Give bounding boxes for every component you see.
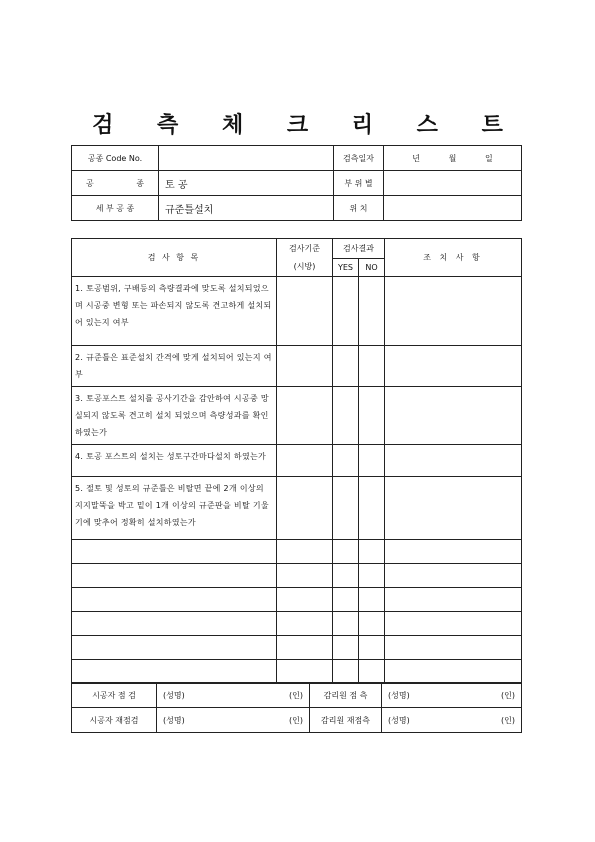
- page-title: 검 측 체 크 리 스 트: [92, 112, 521, 138]
- supervisor-check-label: 감리원 점 측: [310, 683, 382, 708]
- blank-row-3-standard[interactable]: [277, 588, 333, 612]
- inspection-table: [71, 238, 522, 684]
- item-5-text: 5. 절토 및 성토의 규준틀은 비탈면 끝에 2개 이상의 지지말뚝을 박고 밑이 1개 이상의 규준판을 비탈 기울기에 맞추어 정확히 설치하였는가: [72, 477, 277, 540]
- item-4-action[interactable]: [385, 445, 522, 477]
- item-4-standard[interactable]: [277, 445, 333, 477]
- work-type-field[interactable]: 토 공: [159, 171, 334, 196]
- blank-row-6-no[interactable]: [359, 660, 385, 684]
- supervisor-recheck-seal: (인): [501, 715, 515, 725]
- supervisor-recheck-signature[interactable]: [382, 708, 522, 733]
- item-5-no[interactable]: [359, 477, 385, 540]
- blank-row-1-item[interactable]: [72, 540, 277, 564]
- date-field[interactable]: [384, 146, 522, 171]
- blank-row-5-item[interactable]: [72, 636, 277, 660]
- col-header-no: NO: [359, 259, 385, 277]
- col-header-standard: [277, 239, 333, 277]
- date-month-label: 월: [448, 153, 457, 163]
- blank-row-3-yes[interactable]: [333, 588, 359, 612]
- blank-row-1-action[interactable]: [385, 540, 522, 564]
- item-3-standard[interactable]: [277, 387, 333, 445]
- item-2-text: 2. 규준틀은 표준설치 간격에 맞게 설치되어 있는지 여부: [72, 346, 277, 387]
- blank-row-6-action[interactable]: [385, 660, 522, 684]
- code-label: 공종 Code No.: [72, 146, 159, 171]
- contractor-recheck-name: (성명): [163, 715, 185, 725]
- item-3-text: 3. 토공포스트 설치를 공사기간을 감안하여 시공중 망실되지 않도록 견고히 설치 되었으며 측량성과를 확인하였는가: [72, 387, 277, 445]
- blank-row-3-action[interactable]: [385, 588, 522, 612]
- blank-row-5-action[interactable]: [385, 636, 522, 660]
- contractor-recheck-label: 시공자 재점검: [72, 708, 157, 733]
- item-4-yes[interactable]: [333, 445, 359, 477]
- blank-row-2-standard[interactable]: [277, 564, 333, 588]
- contractor-check-signature[interactable]: [157, 683, 310, 708]
- location-field[interactable]: [384, 196, 522, 221]
- item-3-no[interactable]: [359, 387, 385, 445]
- blank-row-4-action[interactable]: [385, 612, 522, 636]
- header-info-table: [71, 145, 522, 221]
- work-type-label-b: 종: [136, 178, 144, 188]
- detail-work-field[interactable]: 규준틀설치: [159, 196, 334, 221]
- contractor-check-name: (성명): [163, 690, 185, 700]
- col-header-item: 검 사 항 목: [72, 239, 277, 277]
- blank-row-3-item[interactable]: [72, 588, 277, 612]
- item-1-no[interactable]: [359, 277, 385, 346]
- col-header-standard-line2: (시방): [293, 261, 316, 271]
- work-type-label: [72, 171, 159, 196]
- item-5-standard[interactable]: [277, 477, 333, 540]
- part-field[interactable]: [384, 171, 522, 196]
- contractor-check-seal: (인): [289, 690, 303, 700]
- item-3-action[interactable]: [385, 387, 522, 445]
- item-1-yes[interactable]: [333, 277, 359, 346]
- item-3-yes[interactable]: [333, 387, 359, 445]
- blank-row-1-yes[interactable]: [333, 540, 359, 564]
- supervisor-recheck-label: 감리원 재점측: [310, 708, 382, 733]
- date-label: 검측일자: [334, 146, 384, 171]
- location-label: 위 치: [334, 196, 384, 221]
- part-label: 부 위 별: [334, 171, 384, 196]
- item-1-standard[interactable]: [277, 277, 333, 346]
- date-day-label: 일: [484, 153, 493, 163]
- blank-row-6-standard[interactable]: [277, 660, 333, 684]
- col-header-standard-line1: 검사기준: [289, 243, 320, 253]
- code-field[interactable]: [159, 146, 334, 171]
- signature-table: [71, 682, 522, 733]
- supervisor-check-seal: (인): [501, 690, 515, 700]
- col-header-yes: YES: [333, 259, 359, 277]
- blank-row-5-yes[interactable]: [333, 636, 359, 660]
- blank-row-4-item[interactable]: [72, 612, 277, 636]
- supervisor-recheck-name: (성명): [388, 715, 410, 725]
- item-1-action[interactable]: [385, 277, 522, 346]
- blank-row-1-standard[interactable]: [277, 540, 333, 564]
- date-year-label: 년: [412, 153, 421, 163]
- col-header-result: 검사결과: [333, 239, 385, 259]
- item-1-text: 1. 토공범위, 구배등의 측량결과에 맞도록 설치되었으며 시공중 변형 또는 파손되지 않도록 견고하게 설치되어 있는지 여부: [72, 277, 277, 346]
- supervisor-check-signature[interactable]: [382, 683, 522, 708]
- blank-row-6-yes[interactable]: [333, 660, 359, 684]
- item-4-no[interactable]: [359, 445, 385, 477]
- item-5-yes[interactable]: [333, 477, 359, 540]
- supervisor-check-name: (성명): [388, 690, 410, 700]
- blank-row-1-no[interactable]: [359, 540, 385, 564]
- blank-row-5-standard[interactable]: [277, 636, 333, 660]
- blank-row-2-yes[interactable]: [333, 564, 359, 588]
- blank-row-2-item[interactable]: [72, 564, 277, 588]
- detail-work-label: 세 부 공 종: [72, 196, 159, 221]
- blank-row-5-no[interactable]: [359, 636, 385, 660]
- col-header-action: 조 치 사 항: [385, 239, 522, 277]
- blank-row-6-item[interactable]: [72, 660, 277, 684]
- blank-row-2-no[interactable]: [359, 564, 385, 588]
- work-type-label-a: 공: [86, 178, 94, 188]
- blank-row-4-yes[interactable]: [333, 612, 359, 636]
- blank-row-4-no[interactable]: [359, 612, 385, 636]
- blank-row-3-no[interactable]: [359, 588, 385, 612]
- blank-row-2-action[interactable]: [385, 564, 522, 588]
- item-4-text: 4. 토공 포스트의 설치는 성토구간마다설치 하였는가: [72, 445, 277, 477]
- contractor-recheck-seal: (인): [289, 715, 303, 725]
- item-2-yes[interactable]: [333, 346, 359, 387]
- item-2-action[interactable]: [385, 346, 522, 387]
- item-2-standard[interactable]: [277, 346, 333, 387]
- item-2-no[interactable]: [359, 346, 385, 387]
- contractor-recheck-signature[interactable]: [157, 708, 310, 733]
- blank-row-4-standard[interactable]: [277, 612, 333, 636]
- item-5-action[interactable]: [385, 477, 522, 540]
- contractor-check-label: 시공자 점 검: [72, 683, 157, 708]
